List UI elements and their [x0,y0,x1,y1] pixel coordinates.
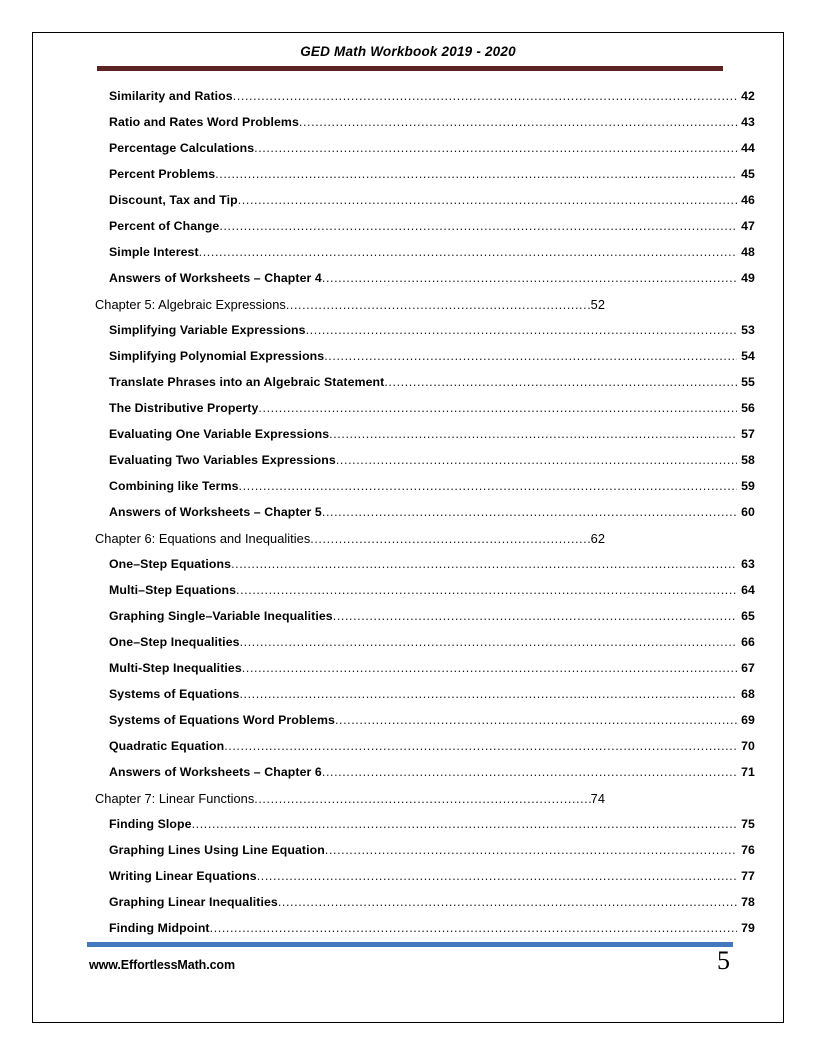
toc-entry-page-number: 55 [741,375,755,389]
toc-entry-label: Answers of Worksheets – Chapter 5 [109,505,322,519]
toc-entry-page-number: 77 [741,869,755,883]
toc-entry-label: Chapter 7: Linear Functions [95,791,255,806]
toc-entry-page-number: 44 [741,141,755,155]
toc-entry[interactable] [33,349,785,375]
toc-entry-label: Discount, Tax and Tip [109,193,238,207]
toc-entry-page-number: 76 [741,843,755,857]
toc-dot-leader [210,921,737,937]
toc-dot-leader [215,167,737,183]
toc-entry-label: Chapter 6: Equations and Inequalities [95,531,311,546]
toc-entry-page-number: 59 [741,479,755,493]
toc-entry[interactable] [33,739,785,765]
toc-entry[interactable] [33,479,785,505]
toc-entry-label: The Distributive Property [109,401,259,415]
toc-entry-page-number: 62 [590,531,605,546]
toc-entry-page-number: 68 [741,687,755,701]
toc-entry-label: Simple Interest [109,245,199,259]
header-title: GED Math Workbook 2019 - 2020 [300,44,516,59]
toc-entry[interactable] [33,505,785,531]
document-page [32,32,784,1023]
toc-entry-page-number: 48 [741,245,755,259]
toc-dot-leader [286,298,591,314]
toc-entry-page-number: 42 [741,89,755,103]
toc-entry[interactable] [33,401,785,427]
toc-entry-label: Systems of Equations Word Problems [109,713,335,727]
toc-dot-leader [336,453,737,469]
toc-entry-page-number: 52 [590,297,605,312]
toc-dot-leader [239,687,737,703]
toc-entry[interactable] [33,583,785,609]
page-header [33,33,783,59]
toc-dot-leader [310,532,590,548]
toc-entry-label: Chapter 5: Algebraic Expressions [95,297,286,312]
toc-entry-label: Translate Phrases into an Algebraic Statement [109,375,385,389]
toc-dot-leader [192,817,737,833]
toc-entry[interactable] [33,869,785,895]
toc-entry-label: Graphing Lines Using Line Equation [109,843,325,857]
toc-dot-leader [236,583,737,599]
toc-dot-leader [322,765,737,781]
toc-dot-leader [233,89,737,105]
toc-dot-leader [199,245,737,261]
toc-entry-label: Evaluating Two Variables Expressions [109,453,336,467]
toc-entry-label: Quadratic Equation [109,739,225,753]
toc-entry-page-number: 60 [741,505,755,519]
toc-entry[interactable] [33,895,785,921]
toc-entry-page-number: 75 [741,817,755,831]
toc-entry-label: Graphing Linear Inequalities [109,895,278,909]
toc-entry-page-number: 58 [741,453,755,467]
toc-dot-leader [335,713,737,729]
toc-entry-page-number: 67 [741,661,755,675]
toc-entry-page-number: 53 [741,323,755,337]
toc-entry[interactable] [33,765,785,791]
toc-dot-leader [239,479,737,495]
toc-entry[interactable] [33,557,785,583]
toc-entry-page-number: 64 [741,583,755,597]
toc-entry-label: Simplifying Polynomial Expressions [109,349,325,363]
toc-entry-label: Answers of Worksheets – Chapter 6 [109,765,322,779]
page-number: 5 [717,946,730,975]
toc-entry-label: Combining like Terms [109,479,239,493]
toc-entry-page-number: 63 [741,557,755,571]
toc-entry-page-number: 47 [741,219,755,233]
toc-entry-label: Ratio and Rates Word Problems [109,115,299,129]
toc-entry[interactable] [33,687,785,713]
toc-dot-leader [231,557,737,573]
toc-entry-label: Finding Slope [109,817,192,831]
toc-dot-leader [242,661,737,677]
toc-dot-leader [219,219,737,235]
toc-dot-leader [299,115,737,131]
toc-entry[interactable] [33,375,785,401]
toc-entry-label: One–Step Inequalities [109,635,240,649]
toc-entry-label: Graphing Single–Variable Inequalities [109,609,333,623]
toc-dot-leader [254,141,737,157]
toc-dot-leader [254,792,590,808]
toc-dot-leader [324,349,737,365]
toc-entry-page-number: 69 [741,713,755,727]
toc-entry[interactable] [33,791,785,817]
toc-entry-label: Multi-Step Inequalities [109,661,242,675]
header-rule [97,66,723,71]
toc-entry-page-number: 56 [741,401,755,415]
toc-entry-label: Writing Linear Equations [109,869,257,883]
toc-entry[interactable] [33,531,785,557]
toc-entry-label: Finding Midpoint [109,921,210,935]
toc-entry-page-number: 79 [741,921,755,935]
toc-entry-page-number: 45 [741,167,755,181]
toc-entry[interactable] [33,323,785,349]
toc-dot-leader [322,505,737,521]
toc-dot-leader [240,635,737,651]
toc-entry-page-number: 57 [741,427,755,441]
toc-entry-label: Evaluating One Variable Expressions [109,427,330,441]
footer-rule [87,942,733,947]
toc-entry[interactable] [33,271,785,297]
toc-entry[interactable] [33,245,785,271]
toc-entry-label: One–Step Equations [109,557,232,571]
toc-entry[interactable] [33,453,785,479]
toc-entry[interactable] [33,193,785,219]
toc-dot-leader [329,427,737,443]
toc-dot-leader [278,895,737,911]
toc-entry-label: Simplifying Variable Expressions [109,323,306,337]
toc-dot-leader [325,843,737,859]
toc-entry-page-number: 49 [741,271,755,285]
toc-entry-label: Multi–Step Equations [109,583,237,597]
toc-entry[interactable] [33,661,785,687]
toc-entry-page-number: 70 [741,739,755,753]
toc-dot-leader [238,193,737,209]
toc-entry[interactable] [33,427,785,453]
toc-entry-label: Systems of Equations [109,687,240,701]
toc-dot-leader [322,271,737,287]
toc-entry-label: Similarity and Ratios [109,89,233,103]
toc-entry[interactable] [33,115,785,141]
toc-entry[interactable] [33,609,785,635]
toc-dot-leader [257,869,737,885]
toc-dot-leader [224,739,737,755]
toc-entry[interactable] [33,817,785,843]
toc-dot-leader [384,375,737,391]
toc-entry[interactable] [33,141,785,167]
toc-entry-page-number: 54 [741,349,755,363]
toc-entry[interactable] [33,843,785,869]
footer-website-url: www.EffortlessMath.com [89,958,235,972]
toc-entry-page-number: 66 [741,635,755,649]
toc-entry[interactable] [33,635,785,661]
toc-entry-page-number: 71 [741,765,755,779]
page-footer [33,942,785,1022]
toc-entry-page-number: 74 [590,791,605,806]
toc-entry-page-number: 46 [741,193,755,207]
toc-dot-leader [306,323,737,339]
toc-entry[interactable] [33,297,785,323]
toc-entry[interactable] [33,89,785,115]
toc-entry-page-number: 78 [741,895,755,909]
toc-entry-label: Answers of Worksheets – Chapter 4 [109,271,322,285]
toc-entry-page-number: 43 [741,115,755,129]
toc-entry-label: Percentage Calculations [109,141,255,155]
toc-entry-label: Percent of Change [109,219,220,233]
toc-dot-leader [333,609,737,625]
toc-entry-label: Percent Problems [109,167,216,181]
toc-dot-leader [258,401,737,417]
toc-entry-page-number: 65 [741,609,755,623]
toc-entry[interactable] [33,219,785,245]
toc-entry[interactable] [33,713,785,739]
toc-entry[interactable] [33,167,785,193]
table-of-contents [33,89,785,947]
